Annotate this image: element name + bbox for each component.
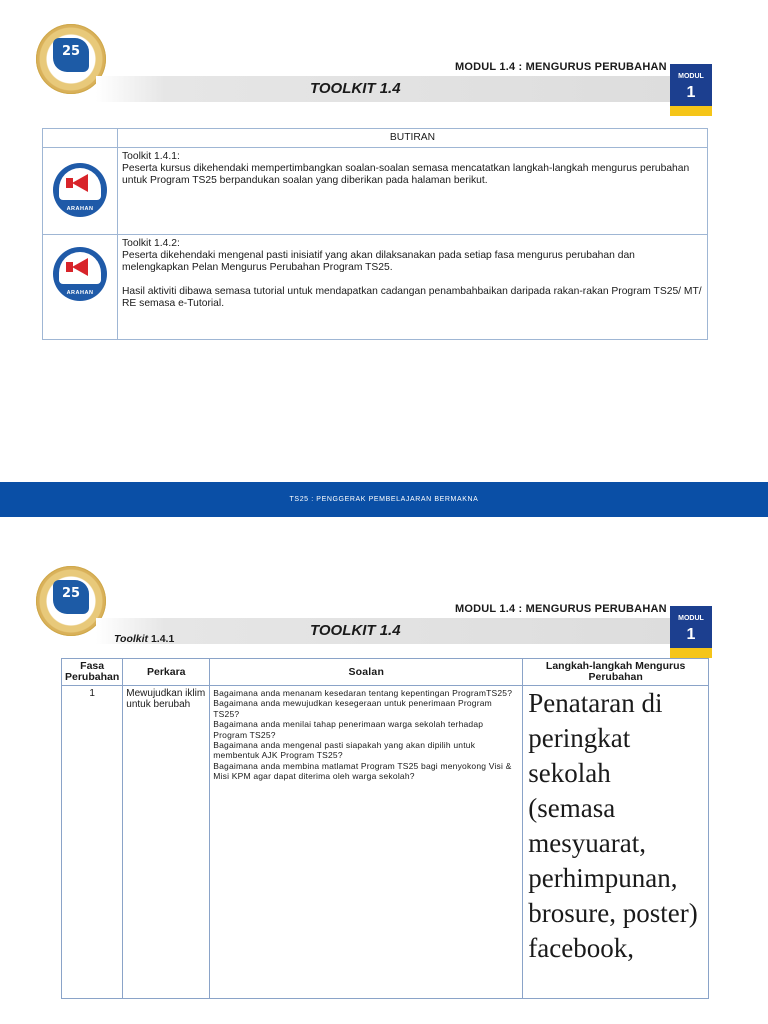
- toolkit-label-italic: Toolkit: [114, 633, 149, 645]
- footer-band: TS25 : PENGGERAK PEMBELAJARAN BERMAKNA: [0, 482, 768, 517]
- table-row: [43, 235, 708, 340]
- instructions-table: [42, 128, 708, 340]
- badge-label: MODUL: [678, 73, 704, 80]
- megaphone-icon: [72, 174, 88, 192]
- questions-table: [61, 658, 709, 999]
- page-title: TOOLKIT 1.4: [310, 622, 401, 639]
- question-item: Bagaimana anda membina matlamat Program TS25 bagi menyokong Visi & Misi KPM agar dapat diterima oleh warga sekolah?: [213, 760, 512, 782]
- badge-number: 1: [686, 626, 696, 643]
- arahan-icon: [53, 247, 107, 301]
- logo-number: 25: [61, 586, 81, 601]
- question-item: Bagaimana anda menilai tahap penerimaan warga sekolah terhadap Program TS25?: [213, 719, 484, 740]
- table-row: [43, 148, 708, 235]
- badge-chevron: [670, 648, 712, 658]
- fasa-cell: 1: [62, 686, 123, 999]
- page-title: TOOLKIT 1.4: [310, 80, 401, 97]
- toolkit-label: [114, 633, 174, 645]
- instruction-cell: [118, 235, 708, 340]
- toolkit-title: Toolkit 1.4.2:: [122, 238, 180, 249]
- icon-cell: [43, 148, 118, 235]
- instruction-text: Peserta kursus dikehendaki mempertimbangkan soalan-soalan semasa mencatatkan langkah-langkah mengurus perubahan untuk Program TS25 berpandukan soalan yang diberikan pada halaman berikut.: [122, 163, 690, 186]
- langkah-cell: Penataran di peringkat sekolah (semasa mesyuarat, perhimpunan, brosure, poster) facebook,: [523, 686, 709, 999]
- question-item: Bagaimana anda menanam kesedaran tentang kepentingan ProgramTS25?: [213, 688, 513, 698]
- col-perkara-header: Perkara: [123, 659, 210, 686]
- instruction-text: Peserta dikehendaki mengenal pasti inisiatif yang akan dilaksanakan pada setiap fasa mengurus perubahan dan melengkapkan Pelan Mengurus Perubahan Program TS25.: [122, 250, 635, 273]
- badge-number: 1: [686, 84, 696, 101]
- module-badge: [670, 64, 712, 130]
- col-langkah-header: Langkah-langkah Mengurus Perubahan: [523, 659, 709, 686]
- col-soalan-header: Soalan: [210, 659, 523, 686]
- page-header: [0, 24, 768, 104]
- module-line: MODUL 1.4 : MENGURUS PERUBAHAN: [455, 603, 667, 615]
- question-item: Bagaimana anda mewujudkan kesegeraan untuk penerimaan Program TS25?: [213, 698, 492, 719]
- table-header-row: [43, 129, 708, 148]
- icon-cell: [43, 235, 118, 340]
- badge-label: MODUL: [678, 615, 704, 622]
- arahan-label: ARAHAN: [66, 290, 94, 296]
- arahan-label: ARAHAN: [66, 206, 94, 212]
- logo-number: 25: [61, 44, 81, 59]
- toolkit-title: Toolkit 1.4.1:: [122, 151, 180, 162]
- module-line: MODUL 1.4 : MENGURUS PERUBAHAN: [455, 61, 667, 73]
- empty-header-cell: [43, 129, 118, 148]
- badge-chevron: [670, 106, 712, 116]
- megaphone-icon: [72, 258, 88, 276]
- soalan-cell: [210, 686, 523, 999]
- toolkit-label-number: 1.4.1: [150, 633, 175, 645]
- instruction-cell: [118, 148, 708, 235]
- question-item: Bagaimana anda mengenal pasti siapakah yang akan dipilih untuk membentuk AJK Program TS25?: [213, 740, 476, 761]
- perkara-cell: Mewujudkan iklim untuk berubah: [123, 686, 210, 999]
- table-header-row: [62, 659, 709, 686]
- table-row: [62, 686, 709, 999]
- butiran-header: BUTIRAN: [118, 129, 708, 148]
- instruction-text: Hasil aktiviti dibawa semasa tutorial untuk mendapatkan cadangan penambahbaikan daripada rakan-rakan Program TS25/ MT/ RE semasa e-Tutorial.: [122, 286, 702, 309]
- col-fasa-header: Fasa Perubahan: [62, 659, 123, 686]
- arahan-icon: [53, 163, 107, 217]
